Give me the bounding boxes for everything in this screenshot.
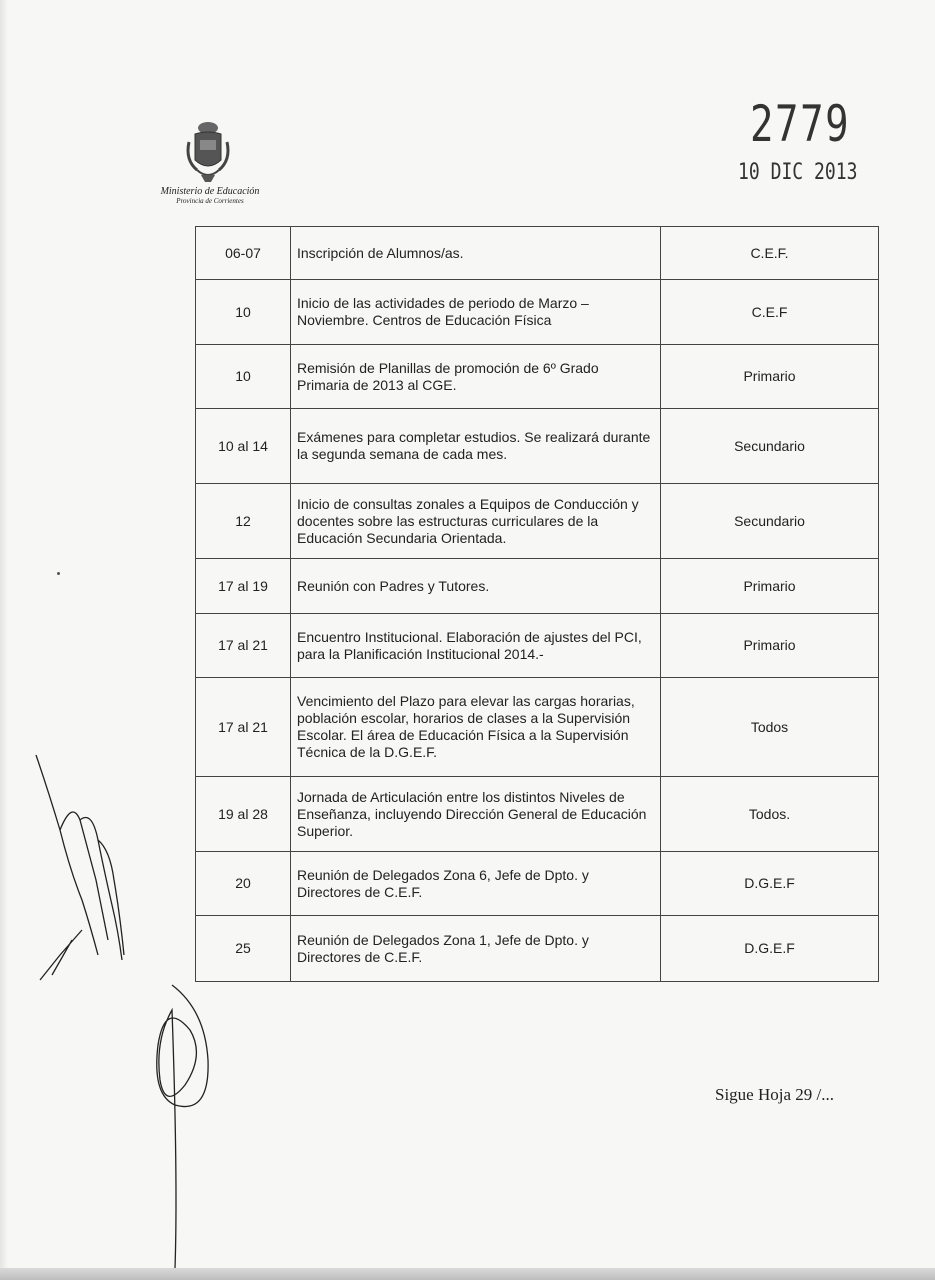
date-cell: 17 al 21 <box>196 614 291 678</box>
table-row <box>196 280 879 345</box>
description-cell: Reunión de Delegados Zona 6, Jefe de Dpto. y Directores de C.E.F. <box>291 852 661 916</box>
level-cell: Primario <box>661 345 879 409</box>
description-cell: Encuentro Institucional. Elaboración de ajustes del PCI, para la Planificación Institucional 2014.- <box>291 614 661 678</box>
date-cell: 17 al 19 <box>196 559 291 614</box>
description-cell: Remisión de Planillas de promoción de 6º Grado Primaria de 2013 al CGE. <box>291 345 661 409</box>
page-edge <box>0 0 8 1268</box>
table-row <box>196 345 879 409</box>
table-row <box>196 409 879 484</box>
province-name: Provincia de Corrientes <box>176 197 244 205</box>
date-cell: 19 al 28 <box>196 777 291 852</box>
table-row <box>196 916 879 982</box>
provincial-seal-icon <box>183 120 233 190</box>
description-cell: Inscripción de Alumnos/as. <box>291 227 661 280</box>
level-cell: Primario <box>661 614 879 678</box>
level-cell: D.G.E.F <box>661 852 879 916</box>
date-cell: 06-07 <box>196 227 291 280</box>
date-cell: 10 <box>196 280 291 345</box>
table-row <box>196 777 879 852</box>
ministry-caption <box>140 187 280 205</box>
level-cell: D.G.E.F <box>661 916 879 982</box>
level-cell: C.E.F. <box>661 227 879 280</box>
scan-speck <box>57 572 60 575</box>
description-cell: Inicio de consultas zonales a Equipos de Conducción y docentes sobre las estructuras curriculares de la Educación Secundaria Orientada. <box>291 484 661 559</box>
description-cell: Inicio de las actividades de periodo de Marzo – Noviembre. Centros de Educación Física <box>291 280 661 345</box>
level-cell: Todos <box>661 678 879 777</box>
date-cell: 25 <box>196 916 291 982</box>
table-row <box>196 559 879 614</box>
date-cell: 17 al 21 <box>196 678 291 777</box>
date-cell: 10 al 14 <box>196 409 291 484</box>
date-cell: 10 <box>196 345 291 409</box>
level-cell: Secundario <box>661 409 879 484</box>
stamp-date: 10 DIC 2013 <box>738 160 858 185</box>
table-row <box>196 614 879 678</box>
date-cell: 20 <box>196 852 291 916</box>
description-cell: Jornada de Articulación entre los distintos Niveles de Enseñanza, incluyendo Dirección General de Educación Superior. <box>291 777 661 852</box>
table-row <box>196 484 879 559</box>
level-cell: Primario <box>661 559 879 614</box>
page-edge <box>0 1268 935 1280</box>
table-row <box>196 227 879 280</box>
table-row <box>196 678 879 777</box>
description-cell: Reunión de Delegados Zona 1, Jefe de Dpto. y Directores de C.E.F. <box>291 916 661 982</box>
description-cell: Vencimiento del Plazo para elevar las cargas horarias, población escolar, horarios de clases a la Supervisión Escolar. El área de Educación Física a la Supervisión Técnica de la D.G.E.F. <box>291 678 661 777</box>
level-cell: Todos. <box>661 777 879 852</box>
stamp-number: 2779 <box>750 95 851 153</box>
level-cell: C.E.F <box>661 280 879 345</box>
date-cell: 12 <box>196 484 291 559</box>
activities-table <box>195 226 879 982</box>
description-cell: Exámenes para completar estudios. Se realizará durante la segunda semana de cada mes. <box>291 409 661 484</box>
table-row <box>196 852 879 916</box>
continuation-note: Sigue Hoja 29 /... <box>715 1085 834 1104</box>
ministry-name: Ministerio de Educación <box>160 186 260 197</box>
level-cell: Secundario <box>661 484 879 559</box>
description-cell: Reunión con Padres y Tutores. <box>291 559 661 614</box>
